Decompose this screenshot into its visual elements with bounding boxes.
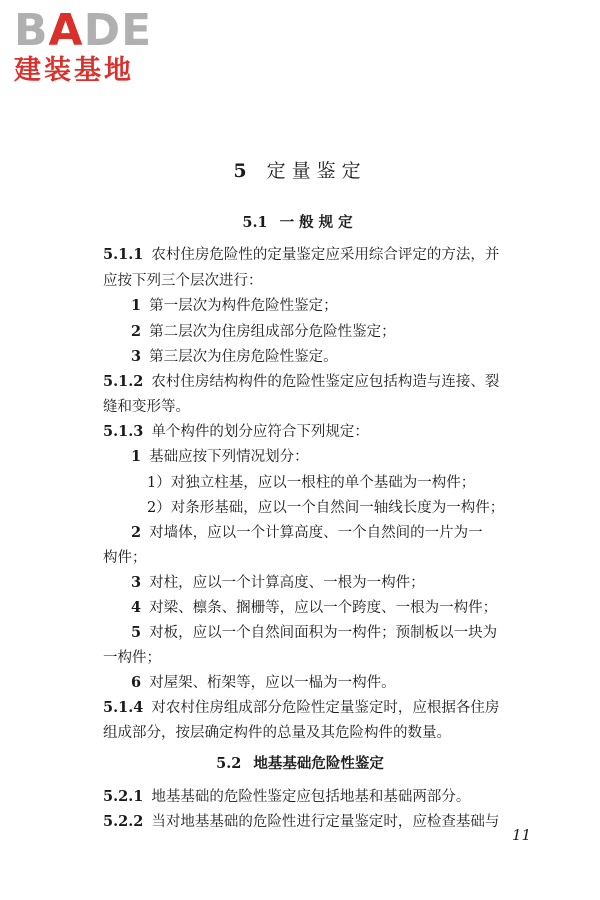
item-number: 4 (131, 599, 142, 616)
line-text: 农村住房危险性的定量鉴定应采用综合评定的方法，并 (151, 247, 500, 263)
line-text: 2）对条形基础，应以一个自然间一轴线长度为一构件； (147, 500, 505, 516)
text-line (103, 548, 147, 568)
chapter-title (0, 156, 600, 183)
item-number: 1 (131, 297, 142, 314)
chapter-number: 5 (233, 160, 253, 182)
line-text: 对板，应以一个自然间面积为一构件；预制板以一块为 (149, 625, 498, 641)
clause-number: 5.2.2 (103, 813, 144, 830)
page-number: 11 (512, 826, 532, 844)
chapter-name: 定量鉴定 (266, 160, 367, 182)
logo-chinese-name: 建装基地 (14, 55, 134, 86)
list-item (131, 623, 497, 643)
sub-item (147, 498, 504, 518)
line-text: 第二层次为住房组成部分危险性鉴定； (149, 324, 396, 340)
line-text: 第一层次为构件危险性鉴定； (149, 298, 338, 314)
text-line (103, 271, 263, 291)
line-text: 应按下列三个层次进行： (103, 273, 263, 289)
line-text: 对梁、檩条、搁栅等，应以一个跨度、一根为一构件； (149, 600, 498, 616)
list-item (131, 573, 425, 593)
section-number: 5.1 (242, 214, 268, 231)
line-text: 地基基础的危险性鉴定应包括地基和基础两部分。 (151, 789, 471, 805)
clause-number: 5.1.1 (103, 246, 144, 263)
item-number: 2 (131, 524, 142, 541)
line-text: 农村住房结构构件的危险性鉴定应包括构造与连接、裂 (151, 374, 500, 390)
brand-logo (14, 5, 184, 86)
list-item (131, 322, 396, 342)
list-item (131, 673, 396, 693)
clause-line (103, 372, 499, 392)
section-title: 一般规定 (279, 214, 358, 231)
clause-line (103, 787, 470, 807)
clause-number: 5.1.2 (103, 373, 144, 390)
clause-line (103, 698, 499, 718)
item-number: 2 (131, 323, 142, 340)
item-number: 6 (131, 674, 142, 691)
line-text: 第三层次为住房危险性鉴定。 (149, 349, 338, 365)
item-number: 1 (131, 448, 142, 465)
section-title: 地基基础危险性鉴定 (253, 755, 384, 772)
text-line (103, 723, 451, 743)
clause-line (103, 422, 369, 442)
clause-number: 5.1.4 (103, 699, 144, 716)
list-item (131, 296, 338, 316)
line-text: 单个构件的划分应符合下列规定： (151, 424, 369, 440)
clause-line (103, 812, 499, 832)
item-number: 5 (131, 624, 142, 641)
line-text: 基础应按下列情况划分： (149, 449, 309, 465)
clause-number: 5.2.1 (103, 788, 144, 805)
item-number: 3 (131, 574, 142, 591)
item-number: 3 (131, 348, 142, 365)
list-item (131, 598, 497, 618)
section-heading (0, 211, 600, 232)
line-text: 缝和变形等。 (103, 399, 190, 415)
line-text: 1）对独立柱基，应以一根柱的单个基础为一构件； (147, 475, 476, 491)
list-item (131, 447, 309, 467)
list-item (131, 523, 483, 543)
section-number: 5.2 (216, 755, 242, 772)
logo-letter-b: B (14, 5, 49, 56)
line-text: 组成部分，按层确定构件的总量及其危险构件的数量。 (103, 725, 451, 741)
line-text: 一构件； (103, 650, 161, 666)
clause-number: 5.1.3 (103, 423, 144, 440)
logo-wordmark (14, 5, 184, 56)
line-text: 当对地基基础的危险性进行定量鉴定时，应检查基础与 (151, 814, 500, 830)
sub-item (147, 473, 475, 493)
text-line (103, 397, 190, 417)
logo-letters-de: DE (83, 5, 153, 56)
clause-line (103, 245, 499, 265)
line-text: 对墙体，应以一个计算高度、一个自然间的一片为一 (149, 525, 483, 541)
section-heading (0, 752, 600, 773)
line-text: 对农村住房组成部分危险性定量鉴定时，应根据各住房 (151, 700, 500, 716)
line-text: 对屋架、桁架等，应以一榀为一构件。 (149, 675, 396, 691)
logo-letter-a: A (48, 5, 84, 56)
line-text: 对柱，应以一个计算高度、一根为一构件； (149, 575, 425, 591)
line-text: 构件； (103, 550, 147, 566)
list-item (131, 347, 338, 367)
text-line (103, 648, 161, 668)
